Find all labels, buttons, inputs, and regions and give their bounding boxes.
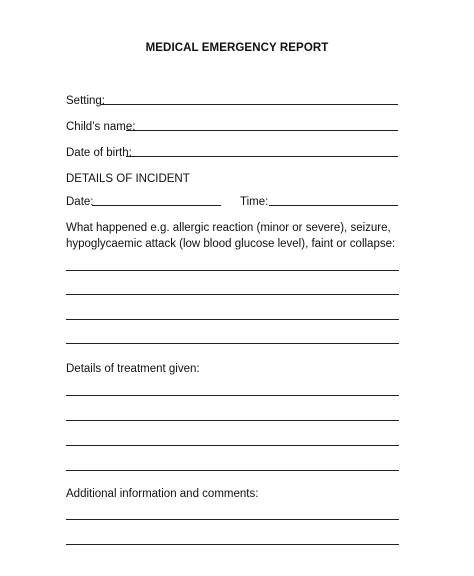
treatment-label: Details of treatment given: <box>66 363 200 375</box>
additional-info-line[interactable] <box>66 544 399 545</box>
what-happened-line[interactable] <box>66 270 399 271</box>
what-happened-line[interactable] <box>66 294 399 295</box>
incident-date-field[interactable] <box>92 205 221 206</box>
setting-field[interactable] <box>101 104 398 105</box>
incident-section-heading: DETAILS OF INCIDENT <box>66 173 190 185</box>
child-name-field[interactable] <box>126 130 398 131</box>
treatment-line[interactable] <box>66 470 399 471</box>
report-title: MEDICAL EMERGENCY REPORT <box>145 42 329 54</box>
what-happened-line-1: What happened e.g. allergic reaction (minor or severe), seizure, <box>66 222 391 234</box>
what-happened-prompt <box>66 220 406 252</box>
dob-field[interactable] <box>126 156 398 157</box>
what-happened-line[interactable] <box>66 319 399 320</box>
incident-date-label: Date: <box>66 196 94 208</box>
incident-time-label: Time: <box>240 196 269 208</box>
what-happened-line[interactable] <box>66 343 399 344</box>
incident-time-field[interactable] <box>269 205 398 206</box>
what-happened-line-2: hypoglycaemic attack (low blood glucose level), faint or collapse: <box>66 238 396 250</box>
treatment-line[interactable] <box>66 420 399 421</box>
additional-info-label: Additional information and comments: <box>66 488 259 500</box>
treatment-line[interactable] <box>66 445 399 446</box>
additional-info-line[interactable] <box>66 519 399 520</box>
child-name-label: Child’s name: <box>66 121 136 133</box>
setting-label: Setting: <box>66 95 105 107</box>
dob-label: Date of birth: <box>66 147 132 159</box>
treatment-line[interactable] <box>66 395 399 396</box>
